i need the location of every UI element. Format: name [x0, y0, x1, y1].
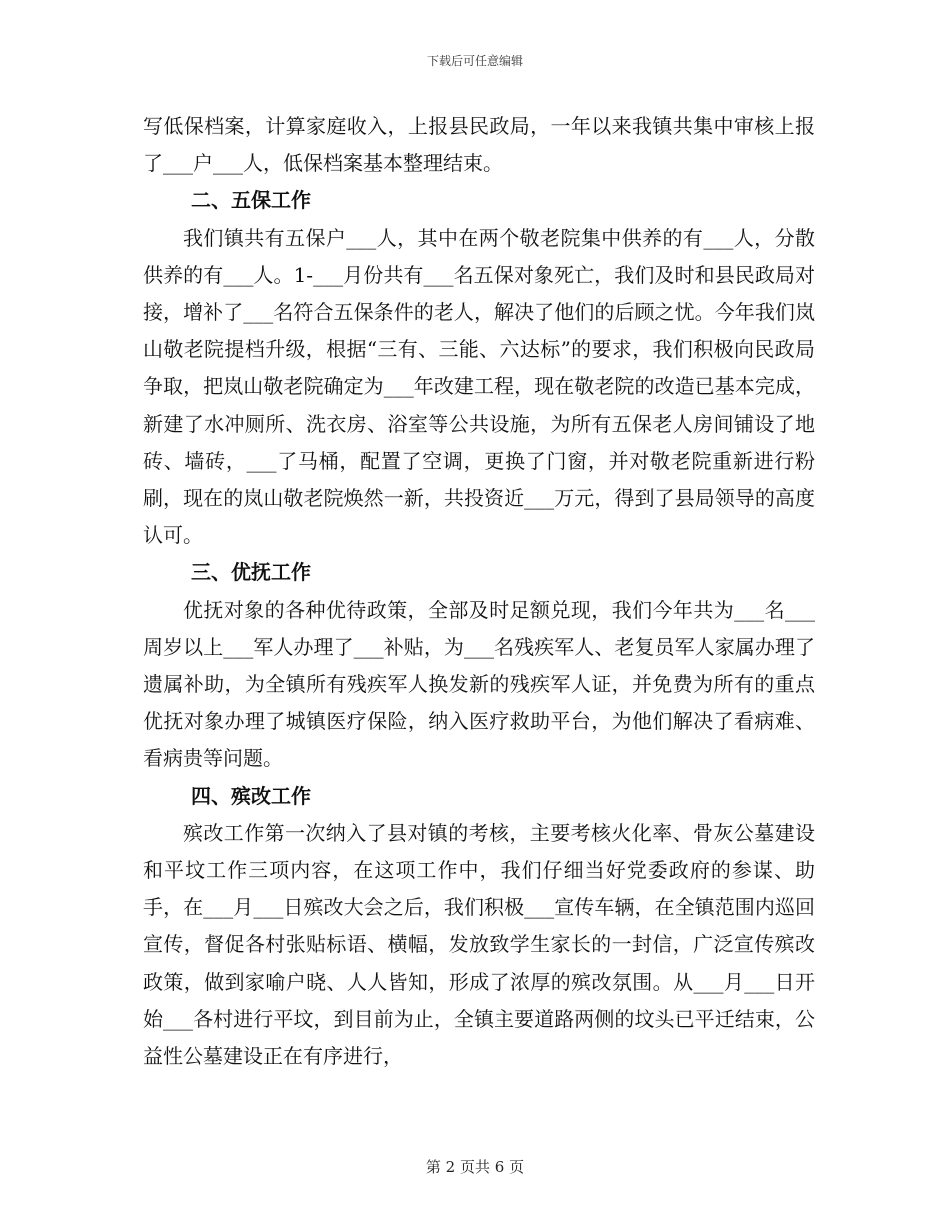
page-number: 第 2 页共 6 页	[425, 1158, 525, 1176]
paragraph-bingai: 殡改工作第一次纳入了县对镇的考核，主要考核火化率、骨灰公墓建设和平坟工作三项内容，在这项工作中，我们仔细当好党委政府的参谋、助手，在___月___日殡改大会之后，我们积极___宣传车辆，在全镇范围内巡回宣传，督促各村张贴标语、横幅，发放致学生家长的一封信，广泛宣传殡改政策，做到家喻户晓、人人皆知，形成了浓厚的殡改氛围。从___月___日开始___各村进行平坟，到目前为止，全镇主要道路两侧的坟头已平迁结束，公益性公墓建设正在有序进行，	[143, 820, 815, 1069]
document-body	[143, 108, 815, 1075]
section-heading-youfu: 三、优抚工作	[191, 560, 311, 585]
section-heading-bingai: 四、殡改工作	[191, 783, 311, 808]
header-note: 下载后可任意编辑	[426, 54, 523, 68]
paragraph-wubao: 我们镇共有五保户___人，其中在两个敬老院集中供养的有___人，分散供养的有___人。1-___月份共有___名五保对象死亡，我们及时和县民政局对接，增补了___名符合五保条件的老人，解决了他们的后顾之忧。今年我们岚山敬老院提档升级，根据“三有、三能、六达标”的要求，我们积极向民政局争取，把岚山敬老院确定为___年改建工程，现在敬老院的改造已基本完成，新建了水冲厕所、洗衣房、浴室等公共设施，为所有五保老人房间铺设了地砖、墙砖，___了马桶，配置了空调，更换了门窗，并对敬老院重新进行粉刷，现在的岚山敬老院焕然一新，共投资近___万元，得到了县局领导的高度认可。	[143, 225, 815, 548]
section-heading-wubao: 二、五保工作	[191, 188, 311, 213]
paragraph-youfu: 优抚对象的各种优待政策，全部及时足额兑现，我们今年共为___名___周岁以上___军人办理了___补贴，为___名残疾军人、老复员军人家属办理了遗属补助，为全镇所有残疾军人换发新的残疾军人证，并免费为所有的重点优抚对象办理了城镇医疗保险，纳入医疗救助平台，为他们解决了看病难、看病贵等问题。	[143, 597, 815, 771]
paragraph-dibao-continued: 写低保档案，计算家庭收入，上报县民政局，一年以来我镇共集中审核上报了___户___人，低保档案基本整理结束。	[143, 114, 815, 176]
